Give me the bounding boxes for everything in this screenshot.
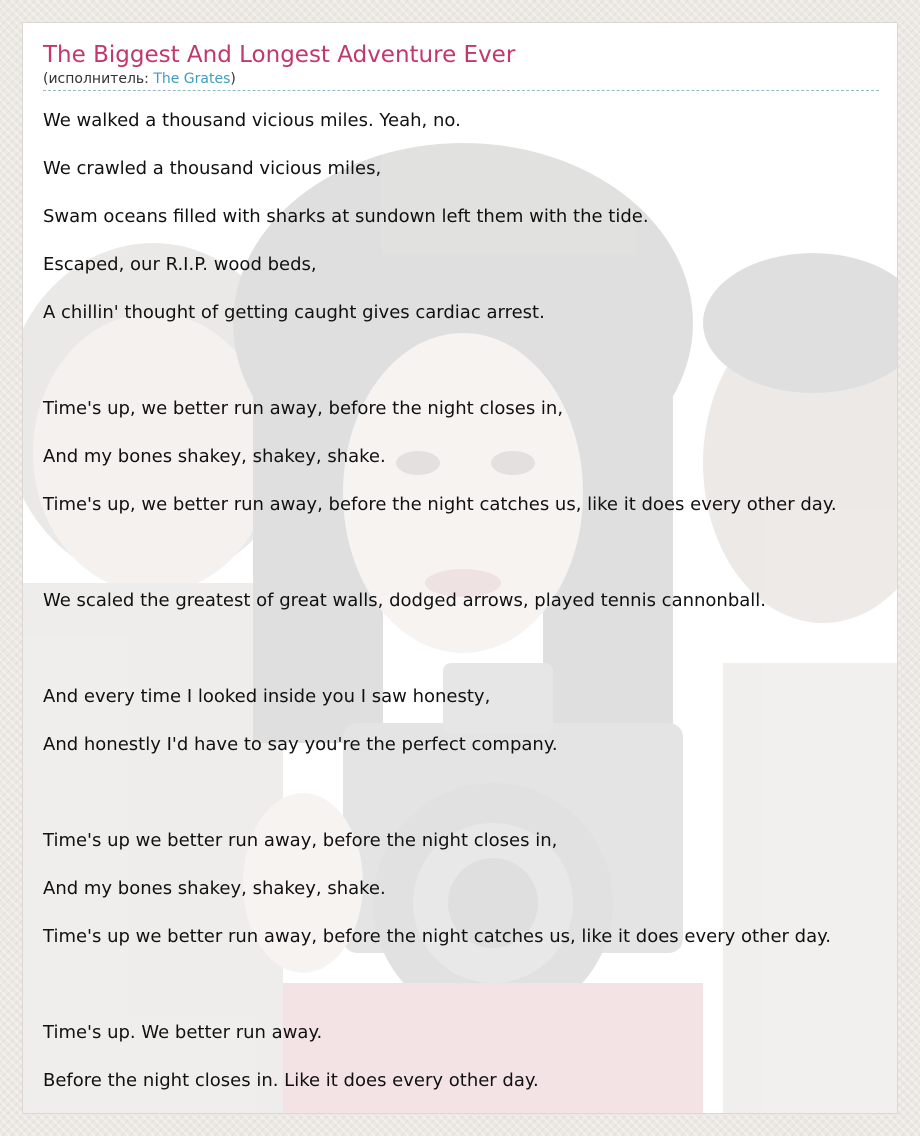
lyric-blank-line xyxy=(43,529,898,577)
lyric-blank-line xyxy=(43,337,898,385)
lyric-line: A chillin' thought of getting caught gives cardiac arrest. xyxy=(43,302,545,323)
lyrics-text xyxy=(43,97,898,1105)
lyric-line: Time's up, we better run away, before the night catches us, like it does every other day. xyxy=(43,494,837,515)
lyric-blank-line xyxy=(43,769,898,817)
song-title: The Biggest And Longest Adventure Ever xyxy=(43,42,516,68)
lyric-line: We walked a thousand vicious miles. Yeah, no. xyxy=(43,110,461,131)
lyric-line: We scaled the greatest of great walls, dodged arrows, played tennis cannonball. xyxy=(43,590,767,611)
artist-prefix: (исполнитель: xyxy=(43,71,154,87)
lyric-line: And my bones shakey, shakey, shake. xyxy=(43,446,386,467)
lyric-line: Escaped, our R.I.P. wood beds, xyxy=(43,254,317,275)
lyric-line: We crawled a thousand vicious miles, xyxy=(43,158,382,179)
lyric-blank-line xyxy=(43,625,898,673)
lyric-blank-line xyxy=(43,961,898,1009)
lyric-line: And every time I looked inside you I saw honesty, xyxy=(43,686,491,707)
lyric-line: Swam oceans filled with sharks at sundown left them with the tide. xyxy=(43,206,649,227)
lyric-line: And honestly I'd have to say you're the perfect company. xyxy=(43,734,558,755)
artist-link[interactable]: The Grates xyxy=(153,71,231,87)
lyric-line: Before the night closes in. Like it does every other day. xyxy=(43,1070,539,1091)
lyric-line: Time's up. We better run away. xyxy=(43,1022,323,1043)
lyrics-content xyxy=(43,40,879,1105)
artist-suffix: ) xyxy=(230,71,236,87)
lyric-line: Time's up, we better run away, before the night closes in, xyxy=(43,398,564,419)
artist-line xyxy=(43,70,879,91)
lyric-line: And my bones shakey, shakey, shake. xyxy=(43,878,386,899)
lyric-line: Time's up we better run away, before the night catches us, like it does every other day. xyxy=(43,926,831,947)
lyrics-card xyxy=(22,22,898,1114)
lyric-line: Time's up we better run away, before the night closes in, xyxy=(43,830,558,851)
